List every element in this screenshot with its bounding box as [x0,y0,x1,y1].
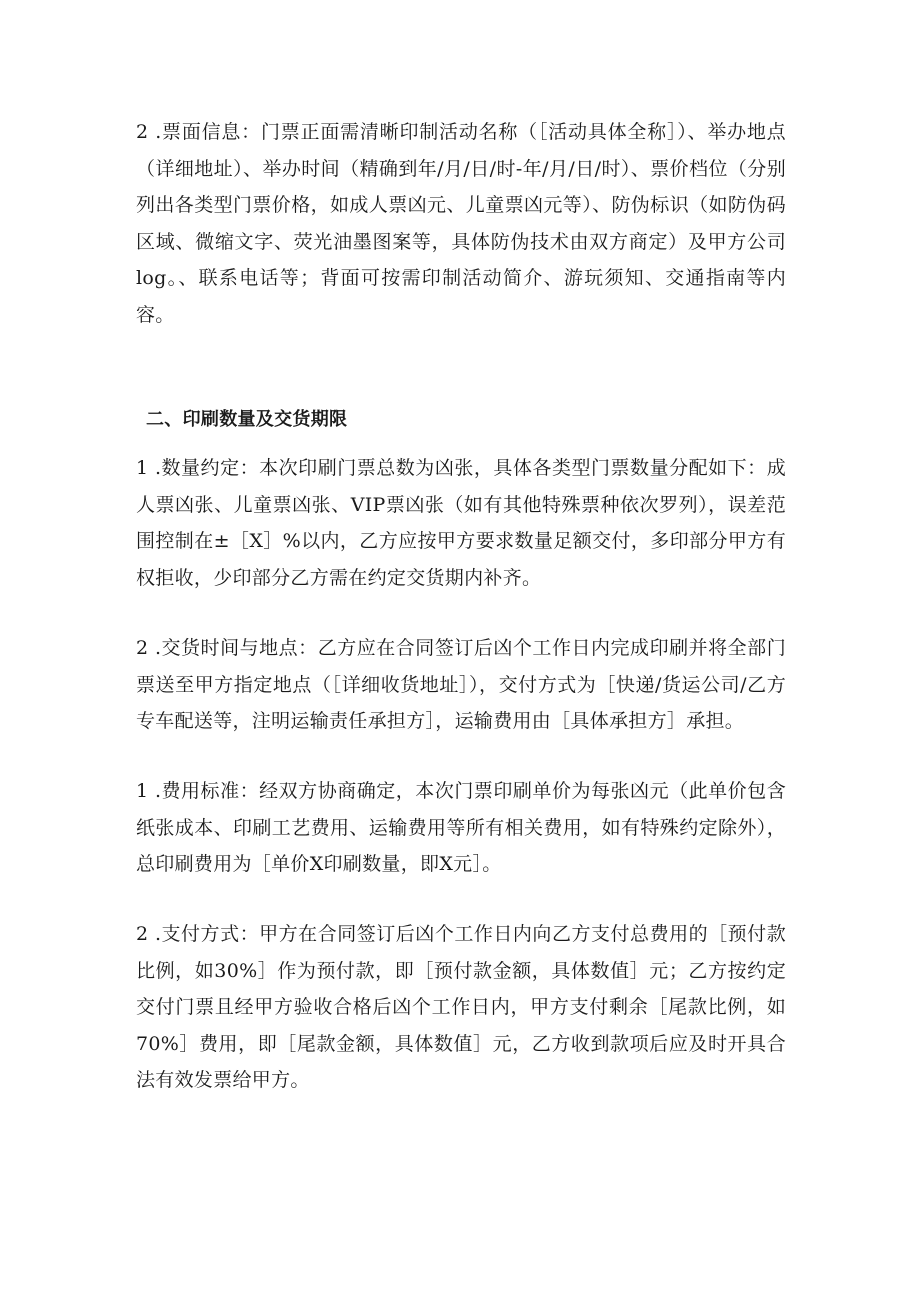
paragraph-quantity-agreement: 1 .数量约定：本次印刷门票总数为凶张，具体各类型门票数量分配如下：成人票凶张、儿童票凶张、VIP票凶张（如有其他特殊票种依次罗列），误差范围控制在±［X］%以内，乙方应按甲方要求数量足额交付，多印部分甲方有权拒收，少印部分乙方需在约定交货期内补齐。 [136,457,786,589]
paragraph-ticket-face-info: 2 .票面信息：门票正面需清晰印制活动名称（［活动具体全称］）、举办地点（详细地址）、举办时间（精确到年/月/日/时-年/月/日/时）、票价档位（分别列出各类型门票价格，如成人票凶元、儿童票凶元等）、防伪标识（如防伪码区域、微缩文字、荧光油墨图案等，具体防伪技术由双方商定）及甲方公司log。、联系电话等；背面可按需印制活动简介、游玩须知、交通指南等内容。 [136,121,786,326]
section-heading-quantity-delivery: 二、印刷数量及交货期限 [146,409,348,430]
paragraph-fee-standard: 1 .费用标准：经双方协商确定，本次门票印刷单价为每张凶元（此单价包含纸张成本、印刷工艺费用、运输费用等所有相关费用，如有特殊约定除外），总印刷费用为［单价X印刷数量，即X元］。 [136,780,786,875]
paragraph-delivery-time-place: 2 .交货时间与地点：乙方应在合同签订后凶个工作日内完成印刷并将全部门票送至甲方指定地点（［详细收货地址］），交付方式为［快递/货运公司/乙方专车配送等，注明运输责任承担方］，运输费用由［具体承担方］承担。 [136,637,786,732]
paragraph-payment-method: 2 .支付方式：甲方在合同签订后凶个工作日内向乙方支付总费用的［预付款比例，如30%］作为预付款，即［预付款金额，具体数值］元；乙方按约定交付门票且经甲方验收合格后凶个工作日内，甲方支付剩余［尾款比例，如70%］费用，即［尾款金额，具体数值］元，乙方收到款项后应及时开具合法有效发票给甲方。 [136,923,786,1091]
